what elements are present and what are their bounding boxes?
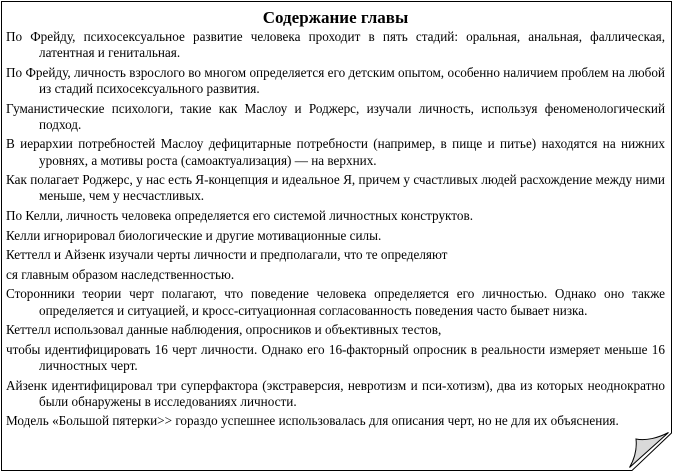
paragraph-16-traits: чтобы идентифицировать 16 черт личности. Однако его 16-факторный опросник в реальности измеряет меньше 16 личностных черт. [6,341,665,373]
paragraph-heredity: ся главным образом наследственностью. [6,266,235,282]
paragraph-freud-adult: По Фрейду, личность взрослого во многом определяется его детским опытом, особенно наличием проблем на любой из стадий психосексуального развития. [6,64,665,96]
paragraph-trait-theory: Сторонники теории черт полагают, что поведение человека определяется его личностью. Однако оно также определяется и ситуацией, и кросс-ситуационная согласованность поведения часто бывает низка. [6,286,665,318]
paragraph-kelly-constructs: По Келли, личность человека определяется его системой личностных конструктов. [6,207,473,223]
paragraph-maslow: В иерархии потребностей Маслоу дефицитарные потребности (например, в пище и питье) находятся на нижних уровнях, а мотивы роста (самоактуализация) — на верхних. [6,136,665,168]
paragraph-humanistic: Гуманистические психологи, такие как Маслоу и Роджерс, изучали личность, используя феноменологический подход. [6,100,665,132]
paragraph-rogers: Как полагает Роджерс, у нас есть Я-концепция и идеальное Я, причем у счастливых людей расхождение между ними меньше, чем у несчастливых. [6,172,665,204]
paragraph-cattell-eysenck: Кеттелл и Айзенк изучали черты личности и предполагали, что те определяют [6,247,448,263]
paragraph-freud-stages: По Фрейду, психосексуальное развитие человека проходит в пять стадий: оральная, анальная, фаллическая, латентная и генитальная. [6,29,665,61]
chapter-summary [6,7,665,433]
paragraph-cattell-data: Кеттелл использовал данные наблюдения, опросников и объективных тестов, [6,322,442,338]
page-title: Содержание главы [262,8,409,27]
paragraph-eysenck: Айзенк идентифицировал три суперфактора (экстраверсия, невротизм и пси-хотизм), два из которых неоднократно были обнаружены в исследованиях личности. [6,377,665,409]
page-curl-corner [629,432,669,468]
folded-page-callout [1,1,672,471]
paragraph-kelly-ignored: Келли игнорировал биологические и другие мотивационные силы. [6,227,382,243]
paragraph-big-five: Модель «Большой пятерки>> гораздо успешнее использовалась для описания черт, но не для их объяснения. [6,413,619,429]
